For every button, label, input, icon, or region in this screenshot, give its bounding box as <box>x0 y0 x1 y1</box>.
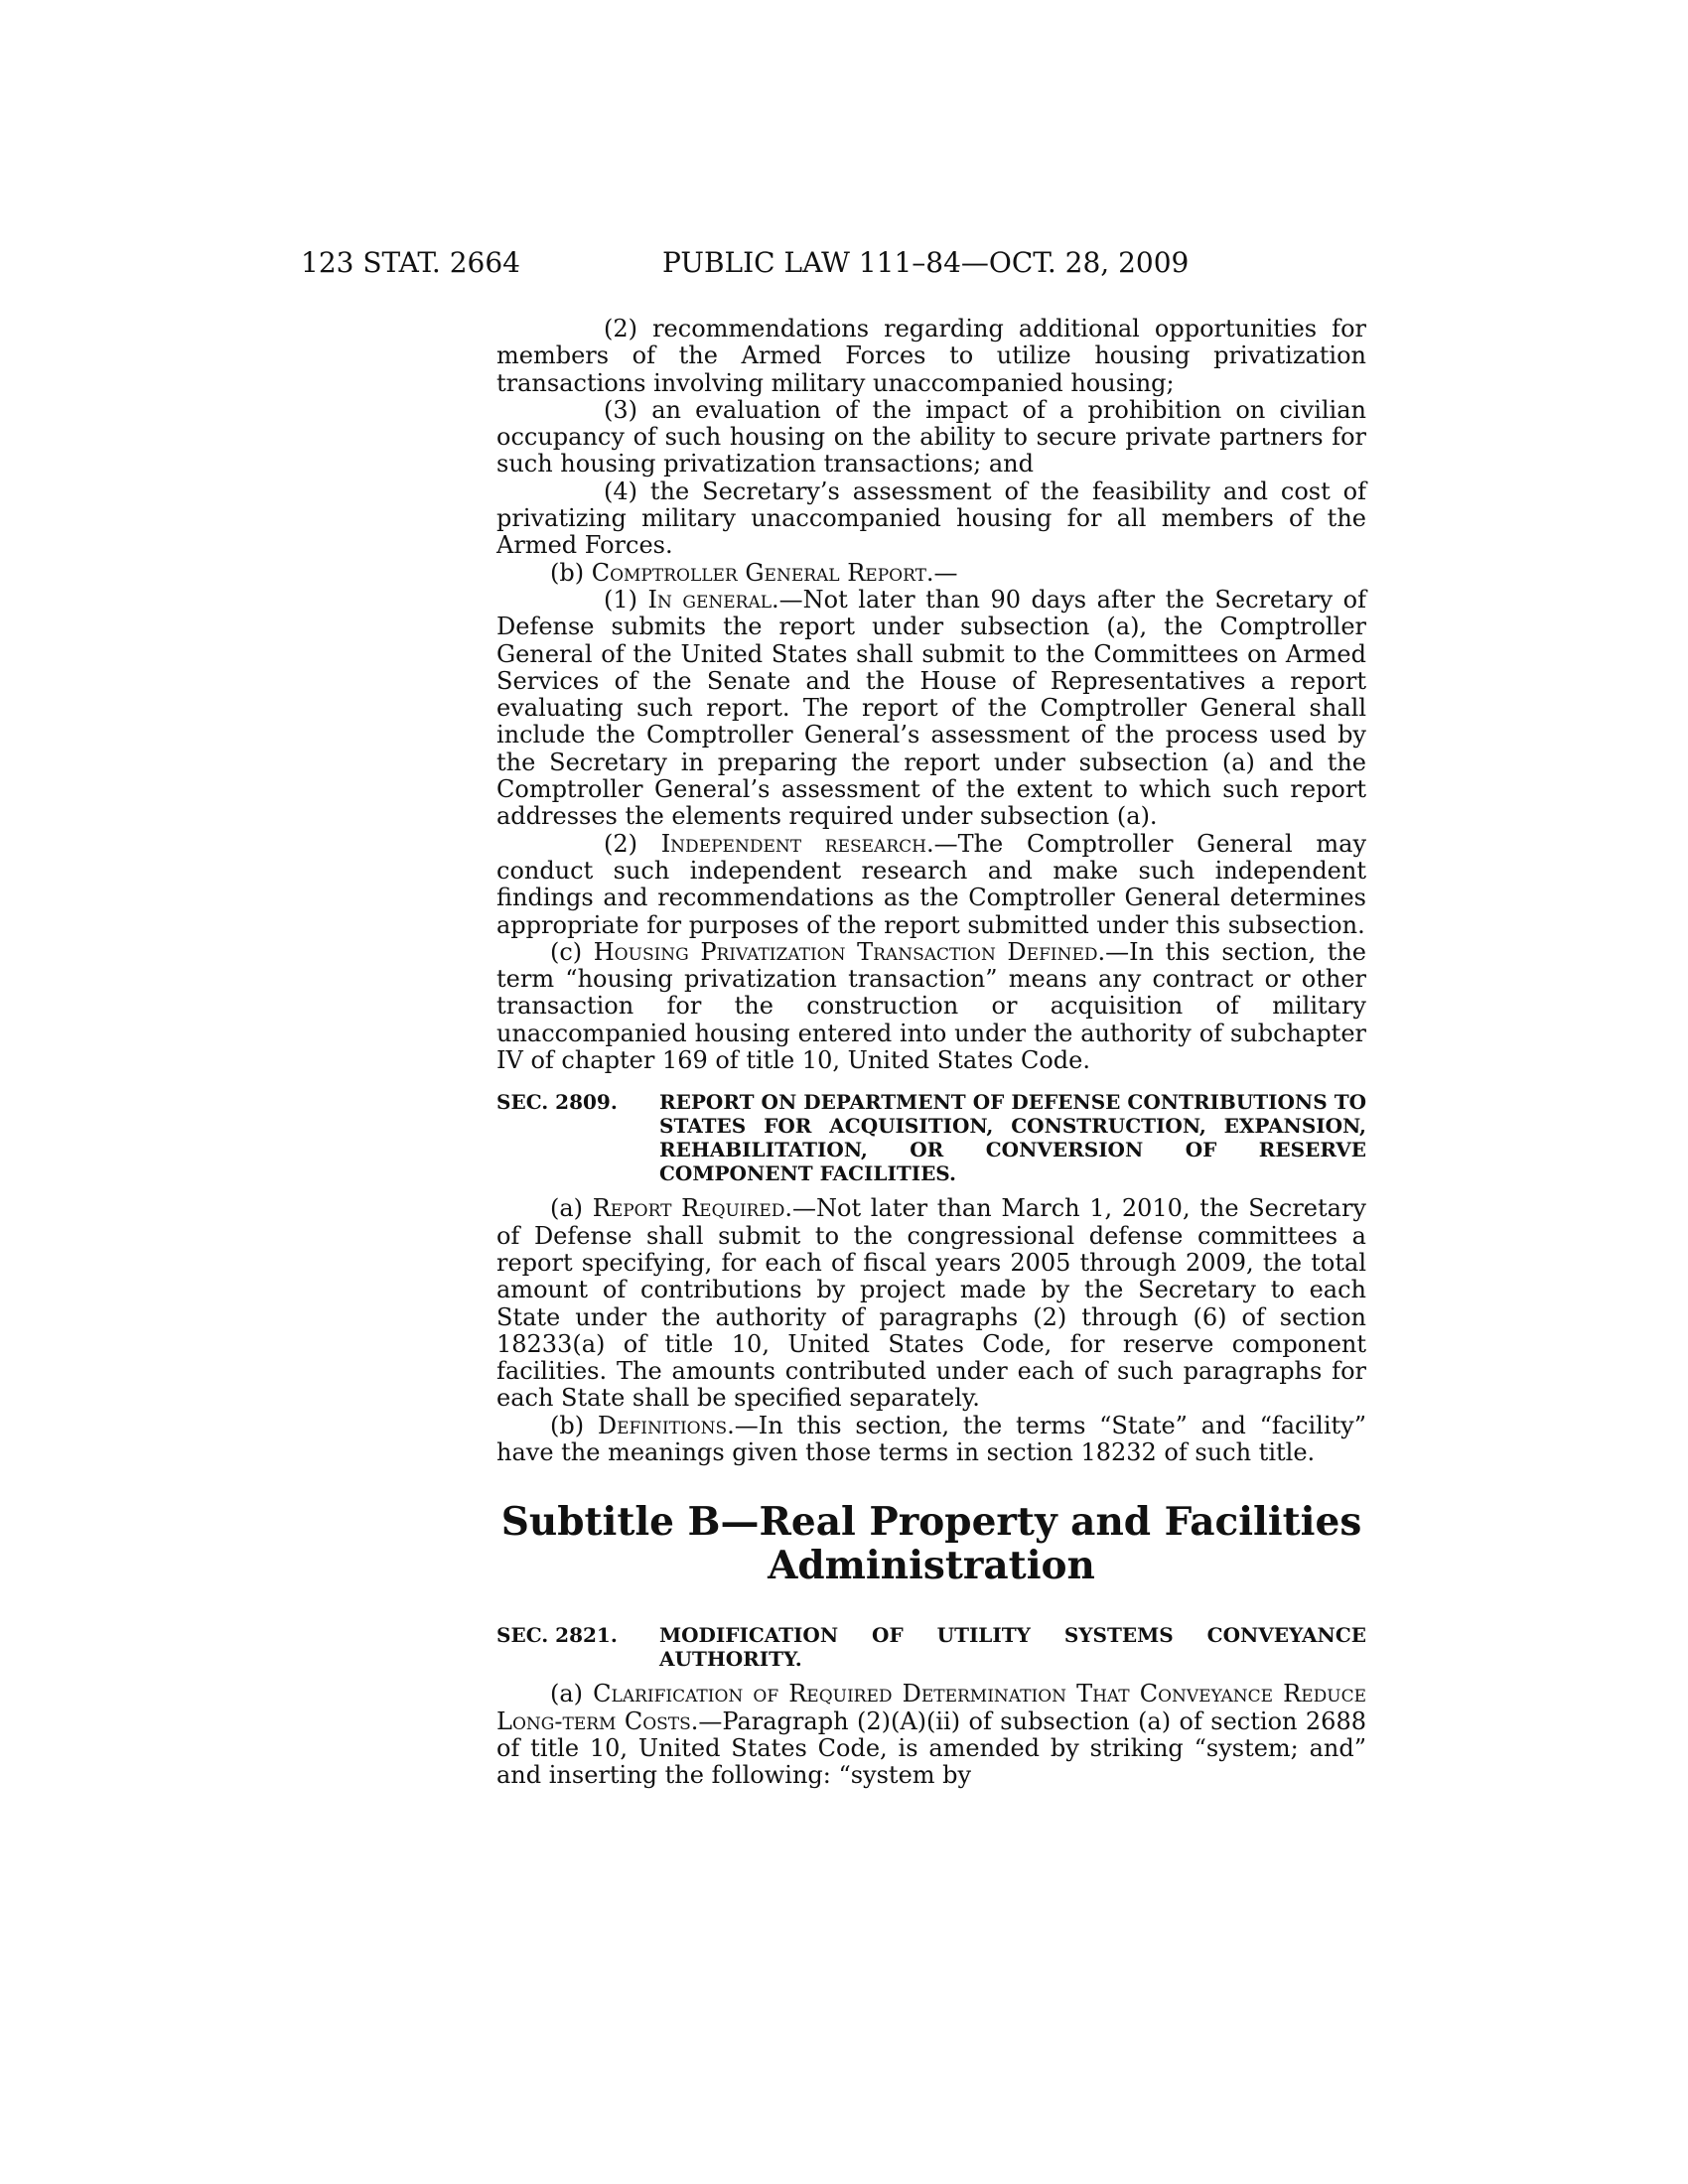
statute-page-number: 123 STAT. 2664 <box>301 246 520 279</box>
paragraph-b1-prefix: (1) <box>604 585 648 614</box>
paragraph-b2 <box>496 831 1366 939</box>
section-2821-a-text: .—Paragraph (2)(A)(ii) of subsection (a) of section 2688 of title 10, United States Code, is amended by striking “system; and” and inserting the following: “system by <box>496 1706 1366 1790</box>
paragraph-3: (3) an evaluation of the impact of a prohibition on civilian occupancy of such housing on the ability to secure private partners for such housing privatization transactions; and <box>496 395 1366 478</box>
paragraph-b1 <box>496 587 1366 831</box>
section-2821-a-prefix: (a) <box>550 1680 594 1708</box>
subsection-b-title: Comptroller General Report <box>591 558 926 587</box>
subsection-b-dash: .— <box>925 558 958 587</box>
subsection-c-text: .—In this section, the term “housing privatization transaction” means any contract or other transaction for the construction or acquisition of military unaccompanied housing entered into under the authority of subchapter IV of chapter 169 of title 10, United States Code. <box>496 937 1367 1075</box>
section-2809-heading <box>496 1090 1366 1185</box>
paragraph-b1-heading: In general <box>647 585 773 614</box>
section-2821-title: MODIFICATION OF UTILITY SYSTEMS CONVEYANCE AUTHORITY. <box>659 1623 1366 1672</box>
section-2809-subsection-b <box>496 1413 1366 1467</box>
section-2809-a-text: .—Not later than March 1, 2010, the Secretary of Defense shall submit to the congressional defense committees a report specifying, for each of fiscal years 2005 through 2009, the total amount of contributions by project made by the Secretary to each State under the authority of paragraphs (2) through (6) of section 18233(a) of title 10, United States Code, for reserve component facilities. The amounts contributed under each of such paragraphs for each State shall be specified separately. <box>496 1194 1366 1413</box>
section-2821-heading <box>496 1623 1366 1671</box>
subsection-c-prefix: (c) <box>550 937 594 966</box>
running-header <box>0 246 1688 286</box>
section-2809-number: SEC. 2809. <box>496 1090 618 1115</box>
paragraph-b2-heading: Independent research <box>660 829 926 858</box>
paragraph-4: (4) the Secretary’s assessment of the feasibility and cost of privatizing military unaccompanied housing for all members of the Armed Forces. <box>496 477 1366 560</box>
section-2809-b-heading: Definitions <box>597 1411 728 1439</box>
section-2809-subsection-a <box>496 1195 1366 1412</box>
subsection-b-prefix: (b) <box>550 558 592 587</box>
paragraph-b2-text: .—The Comptroller General may conduct such independent research and make such independent findings and recommendations as the Comptroller General determines appropriate for purposes of the report submitted under this subsection. <box>496 829 1366 939</box>
subsection-c <box>496 939 1366 1074</box>
page-body <box>496 316 1366 1789</box>
section-2809-b-prefix: (b) <box>550 1411 598 1439</box>
section-2809-title: REPORT ON DEPARTMENT OF DEFENSE CONTRIBUTIONS TO STATES FOR ACQUISITION, CONSTRUCTION, EXPANSION, REHABILITATION, OR CONVERSION OF RESERVE COMPONENT FACILITIES. <box>659 1090 1366 1186</box>
paragraph-2: (2) recommendations regarding additional opportunities for members of the Armed Forces to utilize housing privatization transactions involving military unaccompanied housing; <box>496 315 1366 397</box>
subtitle-heading <box>496 1500 1366 1587</box>
public-law-citation: PUBLIC LAW 111–84—OCT. 28, 2009 <box>662 246 1190 279</box>
subsection-c-heading: Housing Privatization Transaction Defined <box>593 937 1098 966</box>
paragraph-b1-text: .—Not later than 90 days after the Secretary of Defense submits the report under subsection (a), the Comptroller General of the United States shall submit to the Committees on Armed Services of the Senate and the House of Representatives a report evaluating such report. The report of the Comptroller General shall include the Comptroller General’s assessment of the process used by the Secretary in preparing the report under subsection (a) and the Comptroller General’s assessment of the extent to which such report addresses the elements required under subsection (a). <box>496 585 1367 831</box>
section-2809-a-heading: Report Required <box>592 1194 785 1223</box>
section-2821-number: SEC. 2821. <box>496 1623 618 1648</box>
subtitle-line-1: Subtitle B—Real Property and Facilities <box>500 1499 1362 1546</box>
section-2809-b-text: .—In this section, the terms “State” and “facility” have the meanings given those terms in section 18232 of such title. <box>496 1411 1366 1466</box>
subsection-b-heading <box>496 560 1366 587</box>
paragraph-b2-prefix: (2) <box>604 829 661 858</box>
subtitle-line-2: Administration <box>768 1543 1095 1589</box>
section-2809-a-prefix: (a) <box>550 1194 593 1223</box>
section-2821-a-heading: Clarification of Required Determination That Conveyance Reduce Long-term Costs <box>496 1680 1366 1735</box>
section-2821-subsection-a <box>496 1681 1366 1789</box>
